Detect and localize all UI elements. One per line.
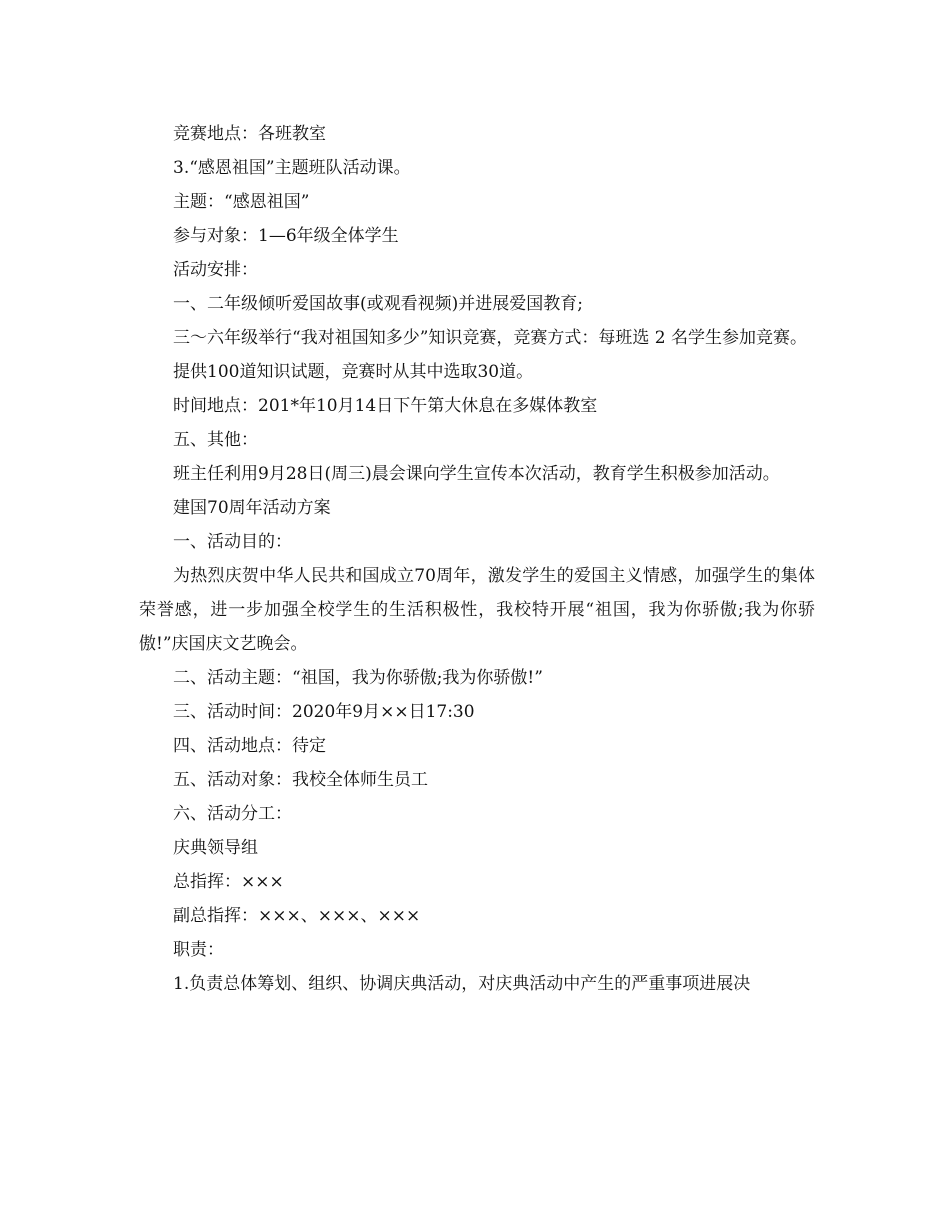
paragraph: 竞赛地点：各班教室 (173, 124, 326, 144)
paragraph: 职责： (173, 940, 224, 960)
paragraph: 副总指挥：×××、×××、××× (173, 906, 421, 926)
paragraph: 三、活动时间：2020年9月××日17:30 (173, 702, 475, 722)
paragraph: 三～六年级举行“我对祖国知多少”知识竞赛，竞赛方式：每班选 2 名学生参加竞赛。 (173, 328, 808, 348)
paragraph: 四、活动地点：待定 (173, 736, 326, 756)
section-title: 建国70周年活动方案 (173, 498, 331, 518)
paragraph: 参与对象：1—6年级全体学生 (173, 226, 399, 246)
paragraph: 六、活动分工： (173, 804, 292, 824)
paragraph: 总指挥：××× (173, 872, 284, 892)
paragraph: 1.负责总体筹划、组织、协调庆典活动，对庆典活动中产生的严重事项进展决 (173, 974, 751, 994)
paragraph: 主题：“感恩祖国” (173, 192, 310, 212)
paragraph: 五、其他： (173, 430, 258, 450)
paragraph: 一、二年级倾听爱国故事(或观看视频)并进展爱国教育; (173, 294, 583, 314)
paragraph: 活动安排： (173, 260, 258, 280)
paragraph: 庆典领导组 (173, 838, 258, 858)
document-body (139, 117, 815, 1001)
paragraph: 二、活动主题：“祖国，我为你骄傲;我为你骄傲!” (173, 668, 543, 688)
paragraph: 3.“感恩祖国”主题班队活动课。 (173, 158, 411, 178)
paragraph: 一、活动目的： (173, 532, 292, 552)
paragraph: 班主任利用9月28日(周三)晨会课向学生宣传本次活动，教育学生积极参加活动。 (173, 464, 780, 484)
paragraph: 时间地点：201*年10月14日下午第大休息在多媒体教室 (173, 396, 598, 416)
paragraph: 为热烈庆贺中华人民共和国成立70周年，激发学生的爱国主义情感，加强学生的集体荣誉感，进一步加强全校学生的生活积极性，我校特开展“祖国，我为你骄傲;我为你骄傲!”庆国庆文艺晚会。 (139, 566, 815, 654)
paragraph: 提供100道知识试题，竞赛时从其中选取30道。 (173, 362, 534, 382)
paragraph: 五、活动对象：我校全体师生员工 (173, 770, 428, 790)
